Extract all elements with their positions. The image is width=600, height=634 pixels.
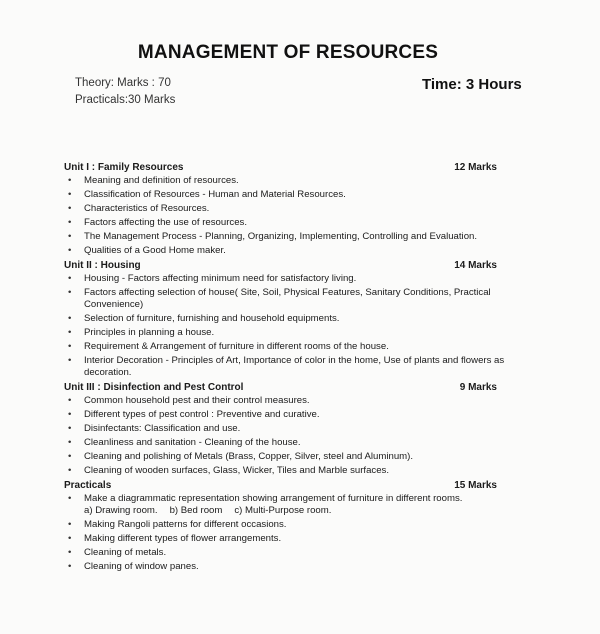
list-item: • Cleaning of wooden surfaces, Glass, Wicker, Tiles and Marble surfaces. [64, 465, 519, 477]
room-item: b) Bed room [169, 505, 223, 516]
unit-heading [64, 479, 519, 493]
list-item: • The Management Process - Planning, Organizing, Implementing, Controlling and Evaluation. [64, 231, 519, 243]
unit-heading [64, 161, 519, 175]
list-item: • Selection of furniture, furnishing and household equipments. [64, 313, 519, 325]
list-item: • Cleaning and polishing of Metals (Brass, Copper, Silver, steel and Aluminum). [64, 451, 519, 463]
list-item: • Cleaning of metals. [64, 547, 519, 559]
list-item: • Housing - Factors affecting minimum need for satisfactory living. [64, 273, 519, 285]
unit-3 [64, 381, 519, 477]
unit-title: Unit III : Disinfection and Pest Control [64, 382, 244, 393]
list-item: • Characteristics of Resources. [64, 203, 519, 215]
list-item: • Cleaning of window panes. [64, 561, 519, 573]
theory-marks: Theory: Marks : 70 [75, 77, 171, 89]
list-item: • Classification of Resources - Human and Material Resources. [64, 189, 519, 201]
list-item [64, 493, 519, 517]
unit-1 [64, 161, 519, 257]
list-item: • Meaning and definition of resources. [64, 175, 519, 187]
list-item-text: Make a diagrammatic representation showing arrangement of furniture in different rooms. [84, 493, 463, 504]
room-item: a) Drawing room. [84, 505, 158, 516]
list-item: • Requirement & Arrangement of furniture in different rooms of the house. [64, 341, 519, 353]
list-item: • Making Rangoli patterns for different occasions. [64, 519, 519, 531]
list-item: • Qualities of a Good Home maker. [64, 245, 519, 257]
page-title: MANAGEMENT OF RESOURCES [137, 42, 439, 63]
unit-title: Unit I : Family Resources [64, 162, 184, 173]
practicals [64, 479, 519, 573]
unit-marks: 15 Marks [454, 480, 497, 491]
list-item: • Principles in planning a house. [64, 327, 519, 339]
list-item: • Disinfectants: Classification and use. [64, 423, 519, 435]
exam-time: Time: 3 Hours [422, 76, 522, 93]
room-list [84, 505, 519, 517]
room-item: c) Multi-Purpose room. [234, 505, 332, 516]
list-item: • Common household pest and their control measures. [64, 395, 519, 407]
list-item: • Factors affecting selection of house( Site, Soil, Physical Features, Sanitary Conditions, Practical Convenience) [64, 287, 519, 311]
unit-2 [64, 259, 519, 379]
list-item: • Interior Decoration - Principles of Art, Importance of color in the home, Use of plants and flowers as decoration. [64, 355, 519, 379]
list-item: • Different types of pest control : Preventive and curative. [64, 409, 519, 421]
unit-marks: 14 Marks [454, 260, 497, 271]
list-item: • Cleanliness and sanitation - Cleaning of the house. [64, 437, 519, 449]
unit-marks: 12 Marks [454, 162, 497, 173]
practicals-marks: Practicals:30 Marks [75, 94, 176, 106]
unit-title: Unit II : Housing [64, 260, 141, 271]
syllabus-content [64, 161, 519, 575]
unit-marks: 9 Marks [459, 382, 497, 393]
unit-title: Practicals [64, 480, 112, 491]
list-item: • Making different types of flower arrangements. [64, 533, 519, 545]
list-item: • Factors affecting the use of resources. [64, 217, 519, 229]
unit-heading [64, 381, 519, 395]
unit-heading [64, 259, 519, 273]
